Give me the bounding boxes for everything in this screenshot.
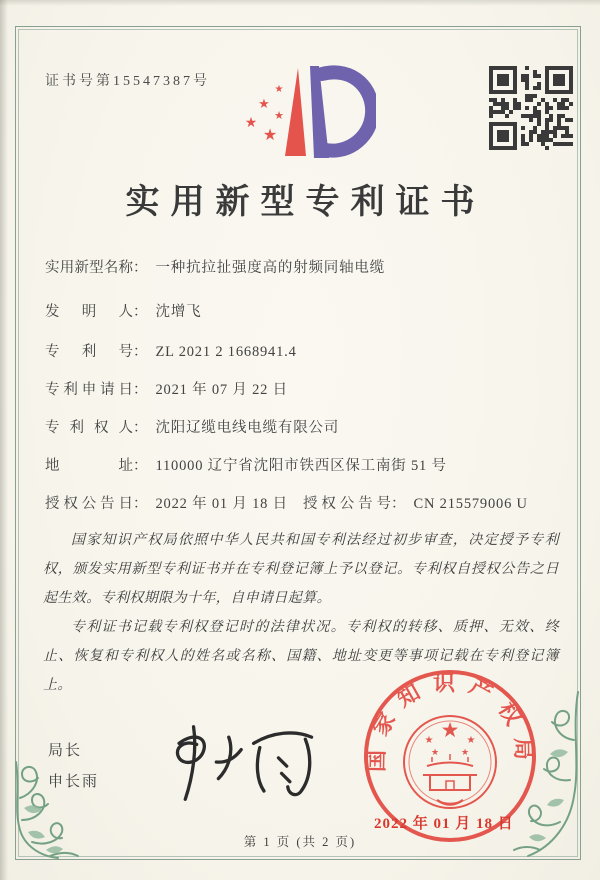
field-value: 110000 辽宁省沈阳市铁西区保工南街 51 号 bbox=[155, 458, 447, 474]
field-row-patentee bbox=[45, 416, 560, 437]
field-value: 沈增飞 bbox=[155, 304, 202, 320]
cnipa-logo-icon bbox=[224, 56, 376, 170]
certificate-title: 实用新型专利证书 bbox=[125, 184, 486, 221]
page-number: 第 1 页 (共 2 页) bbox=[243, 835, 357, 849]
field-label: 授权公告号 bbox=[303, 496, 391, 512]
field-label: 专利申请日 bbox=[45, 382, 133, 398]
field-label: 发明人 bbox=[45, 304, 133, 320]
field-label: 实用新型名称 bbox=[45, 260, 133, 276]
field-row-address bbox=[45, 454, 560, 475]
star-icon: ★ bbox=[440, 718, 460, 742]
field-row-patent-number bbox=[45, 340, 560, 361]
qr-code-icon bbox=[489, 66, 573, 150]
scan-edge-shadow-left bbox=[0, 0, 8, 880]
signer-name: 申长雨 bbox=[48, 774, 100, 790]
field-value: 沈阳辽缆电线电缆有限公司 bbox=[155, 420, 340, 436]
field-row-inventor bbox=[45, 300, 560, 321]
field-value: 2022 年 01 月 18 日 bbox=[155, 496, 288, 512]
certificate-number: 证书号第15547387号 bbox=[45, 74, 210, 89]
field-label: 专利号 bbox=[45, 344, 133, 360]
legal-paragraph-2: 专利证书记载专利权登记时的法律状况。专利权的转移、质押、无效、终止、恢复和专利权人的姓名或名称、国籍、地址变更等事项记载在专利登记簿上。 bbox=[43, 620, 559, 693]
field-label: 专利权人 bbox=[45, 420, 133, 436]
field-label: 地址 bbox=[45, 458, 133, 474]
field-colon: ： bbox=[133, 420, 148, 436]
director-signature-icon bbox=[148, 720, 324, 804]
star-icon: ★ bbox=[430, 748, 440, 758]
field-row-filing-date bbox=[45, 378, 560, 399]
field-value: 2021 年 07 月 22 日 bbox=[155, 382, 288, 398]
field-value: CN 215579006 U bbox=[413, 496, 528, 512]
field-label: 授权公告日 bbox=[45, 496, 133, 512]
legal-paragraph-1: 国家知识产权局依照中华人民共和国专利法经过初步审查，决定授予专利权，颁发实用新型专利证书并在专利登记簿上予以登记。专利权自授权公告之日起生效。专利权期限为十年，自申请日起算。 bbox=[43, 533, 559, 606]
seal-text: 国家知识产权局 bbox=[363, 670, 537, 773]
star-icon: ★ bbox=[262, 125, 278, 144]
field-colon: ： bbox=[391, 496, 406, 512]
star-icon: ★ bbox=[258, 97, 270, 112]
field-colon: ： bbox=[133, 260, 148, 276]
field-colon: ： bbox=[133, 382, 148, 398]
field-colon: ： bbox=[133, 496, 148, 512]
grant-number-pair bbox=[303, 492, 528, 513]
star-icon: ★ bbox=[244, 115, 258, 131]
star-icon: ★ bbox=[424, 735, 434, 746]
star-icon: ★ bbox=[274, 84, 284, 95]
seal-date: 2022 年 01 月 18 日 bbox=[374, 816, 514, 832]
field-row-name bbox=[45, 256, 560, 277]
field-value: 一种抗拉扯强度高的射频同轴电缆 bbox=[155, 260, 385, 276]
star-icon: ★ bbox=[466, 735, 476, 746]
field-colon: ： bbox=[133, 458, 148, 474]
field-colon: ： bbox=[133, 304, 148, 320]
field-colon: ： bbox=[133, 344, 148, 360]
star-icon: ★ bbox=[460, 748, 470, 758]
scan-edge-shadow-top bbox=[0, 0, 600, 6]
field-value: ZL 2021 2 1668941.4 bbox=[155, 344, 297, 360]
signer-title: 局长 bbox=[48, 743, 83, 759]
star-icon: ★ bbox=[274, 109, 284, 122]
field-row-grant bbox=[45, 492, 560, 513]
